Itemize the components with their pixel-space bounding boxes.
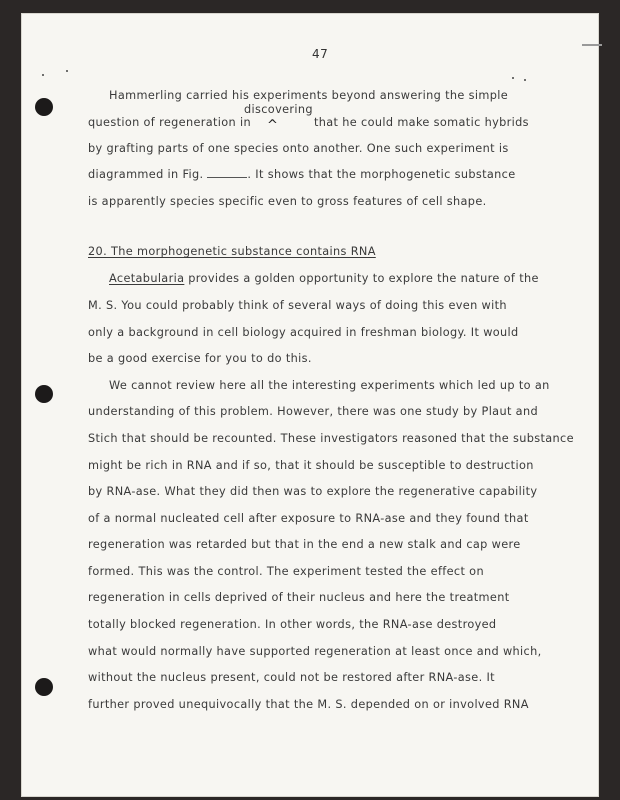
paragraph-line: is apparently species specific even to gross features of cell shape. <box>88 195 487 208</box>
section-heading: 20. The morphogenetic substance contains RNA <box>88 245 376 258</box>
paragraph-line: might be rich in RNA and if so, that it should be susceptible to destruction <box>88 459 534 472</box>
binder-hole-icon <box>35 678 53 696</box>
insertion-word: discovering <box>244 103 313 116</box>
speck <box>42 74 44 76</box>
speck <box>512 77 514 79</box>
paragraph-line: by RNA-ase. What they did then was to explore the regenerative capability <box>88 485 538 498</box>
paragraph-line: Stich that should be recounted. These investigators reasoned that the substance <box>88 432 574 445</box>
page-number: 47 <box>312 47 329 61</box>
speck <box>524 79 526 81</box>
insertion-caret-icon: ^ <box>267 118 278 133</box>
figure-reference-text: diagrammed in Fig. <box>88 168 204 181</box>
paragraph-line: what would normally have supported regeneration at least once and which, <box>88 645 542 658</box>
paragraph-line: question of regeneration in <box>88 116 252 129</box>
paragraph-line: understanding of this problem. However, there was one study by Plaut and <box>88 405 538 418</box>
paragraph-line: We cannot review here all the interesting experiments which led up to an <box>109 379 550 392</box>
paragraph-line: further proved unequivocally that the M. S. depended on or involved RNA <box>88 698 529 711</box>
paragraph-line: of a normal nucleated cell after exposure to RNA-ase and they found that <box>88 512 529 525</box>
figure-reference-cont: . It shows that the morphogenetic substance <box>247 168 516 181</box>
paragraph-line: M. S. You could probably think of several ways of doing this even with <box>88 299 507 312</box>
corner-mark <box>582 44 602 46</box>
paragraph-line: that he could make somatic hybrids <box>314 116 529 129</box>
paragraph-line: be a good exercise for you to do this. <box>88 352 312 365</box>
speck <box>66 70 68 72</box>
paragraph-line: regeneration in cells deprived of their nucleus and here the treatment <box>88 591 510 604</box>
paragraph-line-rest: provides a golden opportunity to explore the nature of the <box>184 272 539 285</box>
binder-hole-icon <box>35 98 53 116</box>
italic-term: Acetabularia <box>109 272 185 285</box>
paragraph-line: only a background in cell biology acquired in freshman biology. It would <box>88 326 519 339</box>
paragraph-line <box>109 272 539 286</box>
blank-line <box>207 168 247 178</box>
paragraph-line <box>88 168 516 182</box>
paragraph-line: formed. This was the control. The experiment tested the effect on <box>88 565 484 578</box>
paragraph-line: by grafting parts of one species onto another. One such experiment is <box>88 142 509 155</box>
binder-hole-icon <box>35 385 53 403</box>
paragraph-line: Hammerling carried his experiments beyond answering the simple <box>109 89 509 102</box>
paragraph-line: totally blocked regeneration. In other words, the RNA-ase destroyed <box>88 618 497 631</box>
paragraph-line: regeneration was retarded but that in the end a new stalk and cap were <box>88 538 521 551</box>
paragraph-line: without the nucleus present, could not be restored after RNA-ase. It <box>88 671 495 684</box>
